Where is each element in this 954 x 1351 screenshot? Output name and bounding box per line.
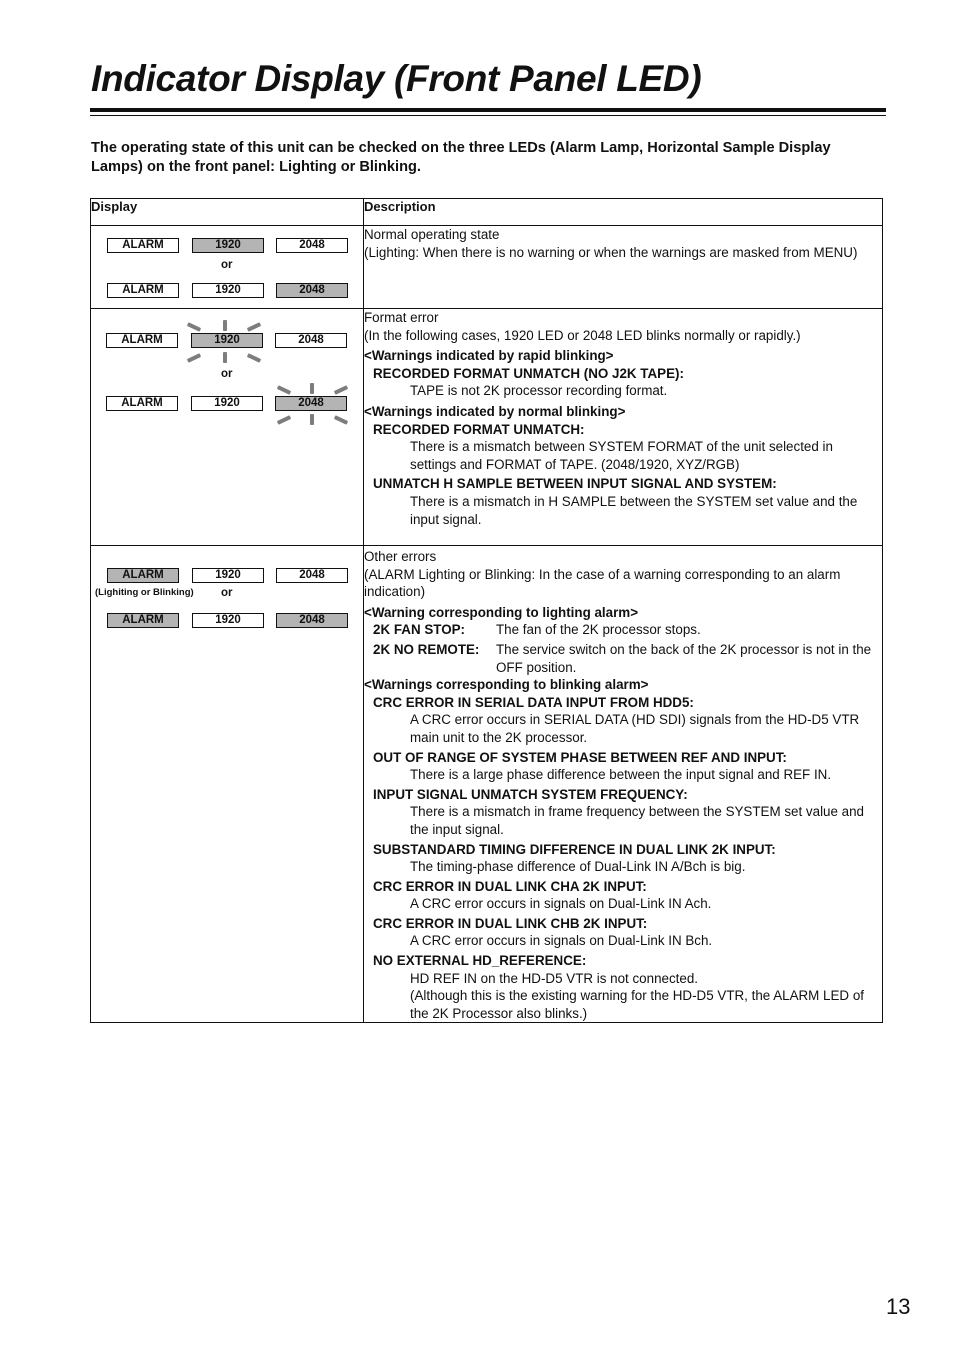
row-text: (Lighting: When there is no warning or when the warnings are masked from MENU) [364,244,858,260]
table-row [91,309,883,546]
display-cell-format-error [91,309,364,546]
row-title: Other errors [364,549,437,564]
warning-title: UNMATCH H SAMPLE BETWEEN INPUT SIGNAL AND SYSTEM: [373,476,777,492]
led-1920-blinking: 1920 [191,333,263,348]
warning-desc: There is a mismatch in H SAMPLE between the SYSTEM set value and the input signal. [410,493,858,527]
warning-desc: A CRC error occurs in signals on Dual-Link IN Ach. [410,896,712,912]
warning-title: RECORDED FORMAT UNMATCH: [373,421,585,437]
page-number: 13 [886,1294,911,1319]
warning-title: INPUT SIGNAL UNMATCH SYSTEM FREQUENCY: [373,786,688,802]
row-text: (In the following cases, 1920 LED or 2048 LED blinks normally or rapidly.) [364,327,801,343]
subheading: <Warnings indicated by normal blinking> [364,403,626,419]
table-header-row [91,199,883,226]
warning-key: 2K FAN STOP: [373,622,466,638]
led-2048: 2048 [276,613,348,628]
warning-value: The service switch on the back of the 2K processor is not in the OFF position. [496,641,872,675]
display-column-header: Display [91,199,364,226]
warning-title: OUT OF RANGE OF SYSTEM PHASE BETWEEN REF AND INPUT: [373,749,787,765]
title-rule-thin [90,115,886,116]
warning-title: SUBSTANDARD TIMING DIFFERENCE IN DUAL LINK 2K INPUT: [373,841,776,857]
led-2048: 2048 [276,238,348,253]
row-title: Format error [364,310,439,325]
warning-desc: There is a large phase difference between the input signal and REF IN. [410,767,832,783]
warning-title: CRC ERROR IN DUAL LINK CHB 2K INPUT: [373,915,648,931]
led-alarm: ALARM [107,283,179,298]
display-cell-other-errors [91,546,364,1023]
intro-paragraph: The operating state of this unit can be checked on the three LEDs (Alarm Lamp, Horizontal Sample Display Lamps) on the front panel: Lighting or Blinking. [91,140,831,175]
led-1920: 1920 [192,283,264,298]
warning-desc: HD REF IN on the HD-D5 VTR is not connected. [410,970,699,986]
warning-desc: The timing-phase difference of Dual-Link IN A/Bch is big. [410,859,746,875]
title-rule-thick [90,108,886,112]
warning-title: RECORDED FORMAT UNMATCH (NO J2K TAPE): [373,365,684,381]
led-2048: 2048 [276,568,348,583]
led-2048-blinking: 2048 [275,396,347,411]
subheading: <Warning corresponding to lighting alarm> [364,604,639,620]
led-1920: 1920 [192,238,264,253]
row-text: (ALARM Lighting or Blinking: In the case of a warning corresponding to an alarm indication) [364,566,841,600]
led-2048: 2048 [275,333,347,348]
led-alarm-lit: ALARM [107,613,179,628]
description-column-header: Description [364,199,883,226]
table-row [91,546,883,1023]
description-cell-normal [364,226,883,309]
warning-desc: A CRC error occurs in signals on Dual-Link IN Bch. [410,933,713,949]
warning-desc: There is a mismatch in frame frequency between the SYSTEM set value and the input signal. [410,804,865,837]
display-cell-normal [91,226,364,309]
led-1920: 1920 [191,396,263,411]
warning-row [364,641,882,676]
led-2048: 2048 [276,283,348,298]
or-label: or [221,587,233,599]
led-alarm: ALARM [107,238,179,253]
warning-title: NO EXTERNAL HD_REFERENCE: [373,953,587,969]
warning-value: The fan of the 2K processor stops. [496,622,701,638]
led-1920: 1920 [192,568,264,583]
led-1920: 1920 [192,613,264,628]
led-alarm: ALARM [106,396,178,411]
or-label: or [221,368,233,380]
warning-desc: A CRC error occurs in SERIAL DATA (HD SDI) signals from the HD-D5 VTR main unit to the 2K processor. [410,712,860,745]
warning-title: CRC ERROR IN DUAL LINK CHA 2K INPUT: [373,878,647,894]
led-indicator-table [90,198,883,1023]
description-cell-format-error [364,309,883,546]
or-label: or [221,259,233,271]
row-title: Normal operating state [364,227,500,242]
lighting-note: (Lighiting or Blinking) [95,587,194,598]
warning-desc: (Although this is the existing warning for the HD-D5 VTR, the ALARM LED of the 2K Processor also blinks.) [410,988,864,1021]
warning-desc: TAPE is not 2K processor recording format. [410,383,668,399]
led-alarm-lit: ALARM [107,568,179,583]
subheading: <Warnings corresponding to blinking alarm> [364,677,649,693]
subheading: <Warnings indicated by rapid blinking> [364,348,614,364]
warning-key: 2K NO REMOTE: [373,641,480,657]
page-title: Indicator Display (Front Panel LED) [91,58,702,99]
table-row [91,226,883,309]
description-cell-other-errors [364,546,883,1023]
warning-title: CRC ERROR IN SERIAL DATA INPUT FROM HDD5: [373,694,694,710]
warning-desc: There is a mismatch between SYSTEM FORMAT of the unit selected in settings and FORMAT of TAPE. (2048/1920, XYZ/RGB) [410,439,833,472]
led-alarm: ALARM [106,333,178,348]
warning-row [364,621,882,639]
